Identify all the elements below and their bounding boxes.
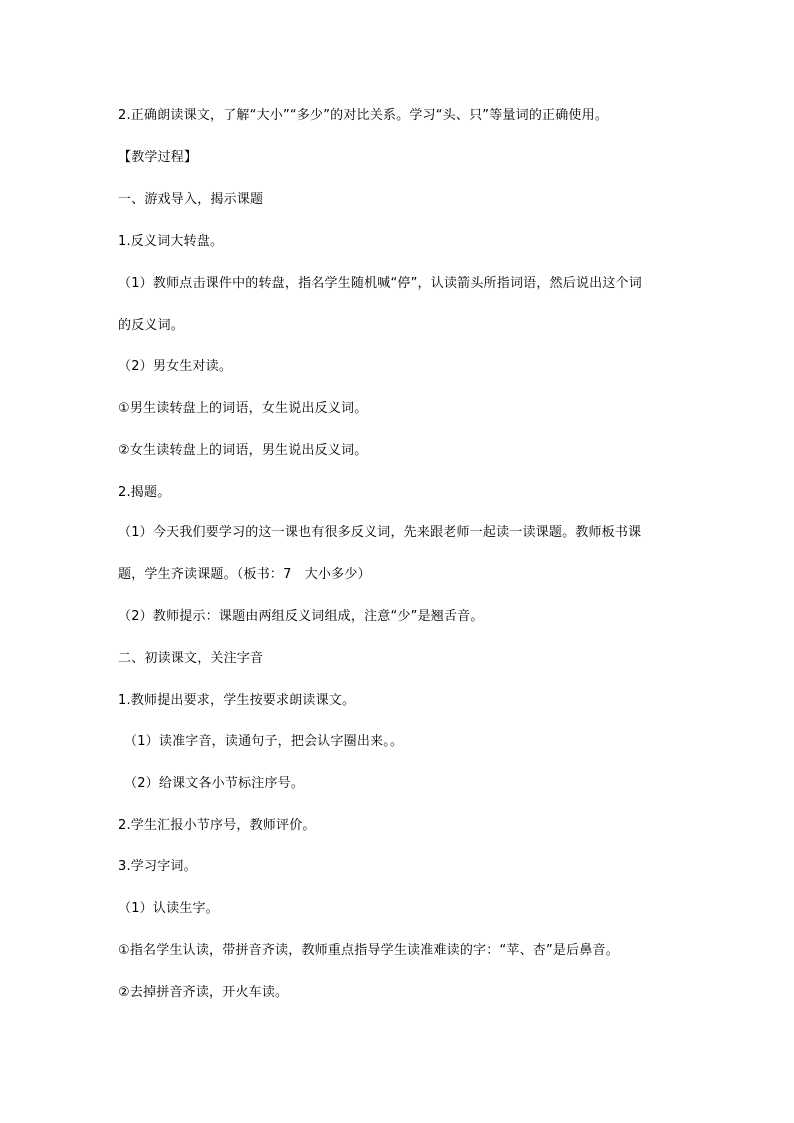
list-item-pinyin-reading: ①指名学生认读，带拼音齐读，教师重点指导学生读准难读的字：“苹、杏”是后鼻音。 [118,943,619,958]
list-item-number-sections: （2）给课文各小节标注序号。 [124,776,305,791]
list-item-boys-read: ①男生读转盘上的词语，女生说出反义词。 [118,401,368,416]
section-heading-first-reading: 二、初读课文，关注字音 [118,651,264,666]
step-students-report: 2.学生汇报小节序号，教师评价。 [118,818,316,833]
step-teacher-requirements: 1.教师提出要求，学生按要求朗读课文。 [118,693,356,708]
step-antonym-wheel: 1.反义词大转盘。 [118,234,224,249]
paragraph-teacher-hint: （2）教师提示：课题由两组反义词组成，注意“少”是翘舌音。 [118,609,484,624]
section-heading-game-intro: 一、游戏导入，揭示课题 [118,192,264,207]
paragraph-reveal-title: （1）今天我们要学习的这一课也有很多反义词，先来跟老师一起读一读课题。教师板书课 [118,525,642,540]
list-item-read-accurately: （1）读准字音，读通句子，把会认字圈出来。。 [124,734,404,749]
paragraph-reveal-title-cont: 题，学生齐读课题。（板书：7 大小多少） [118,567,371,582]
section-heading-teaching-process: 【教学过程】 [118,150,198,165]
step-learn-words: 3.学习字词。 [118,859,197,874]
list-item-read-new-chars: （1）认读生字。 [118,901,219,916]
paragraph-wheel-instruction-cont: 的反义词。 [118,318,185,333]
paragraph-wheel-instruction: （1）教师点击课件中的转盘，指名学生随机喊“停”，认读箭头所指词语，然后说出这个词 [118,276,642,291]
list-item-girls-read: ②女生读转盘上的词语，男生说出反义词。 [118,443,368,458]
step-boys-girls-read: （2）男女生对读。 [118,359,233,374]
step-reveal-title: 2.揭题。 [118,485,171,500]
paragraph-objective-2: 2.正确朗读课文，了解“大小”“多少”的对比关系。学习“头、只”等量词的正确使用。 [118,108,609,123]
list-item-no-pinyin-reading: ②去掉拼音齐读，开火车读。 [118,985,289,1000]
